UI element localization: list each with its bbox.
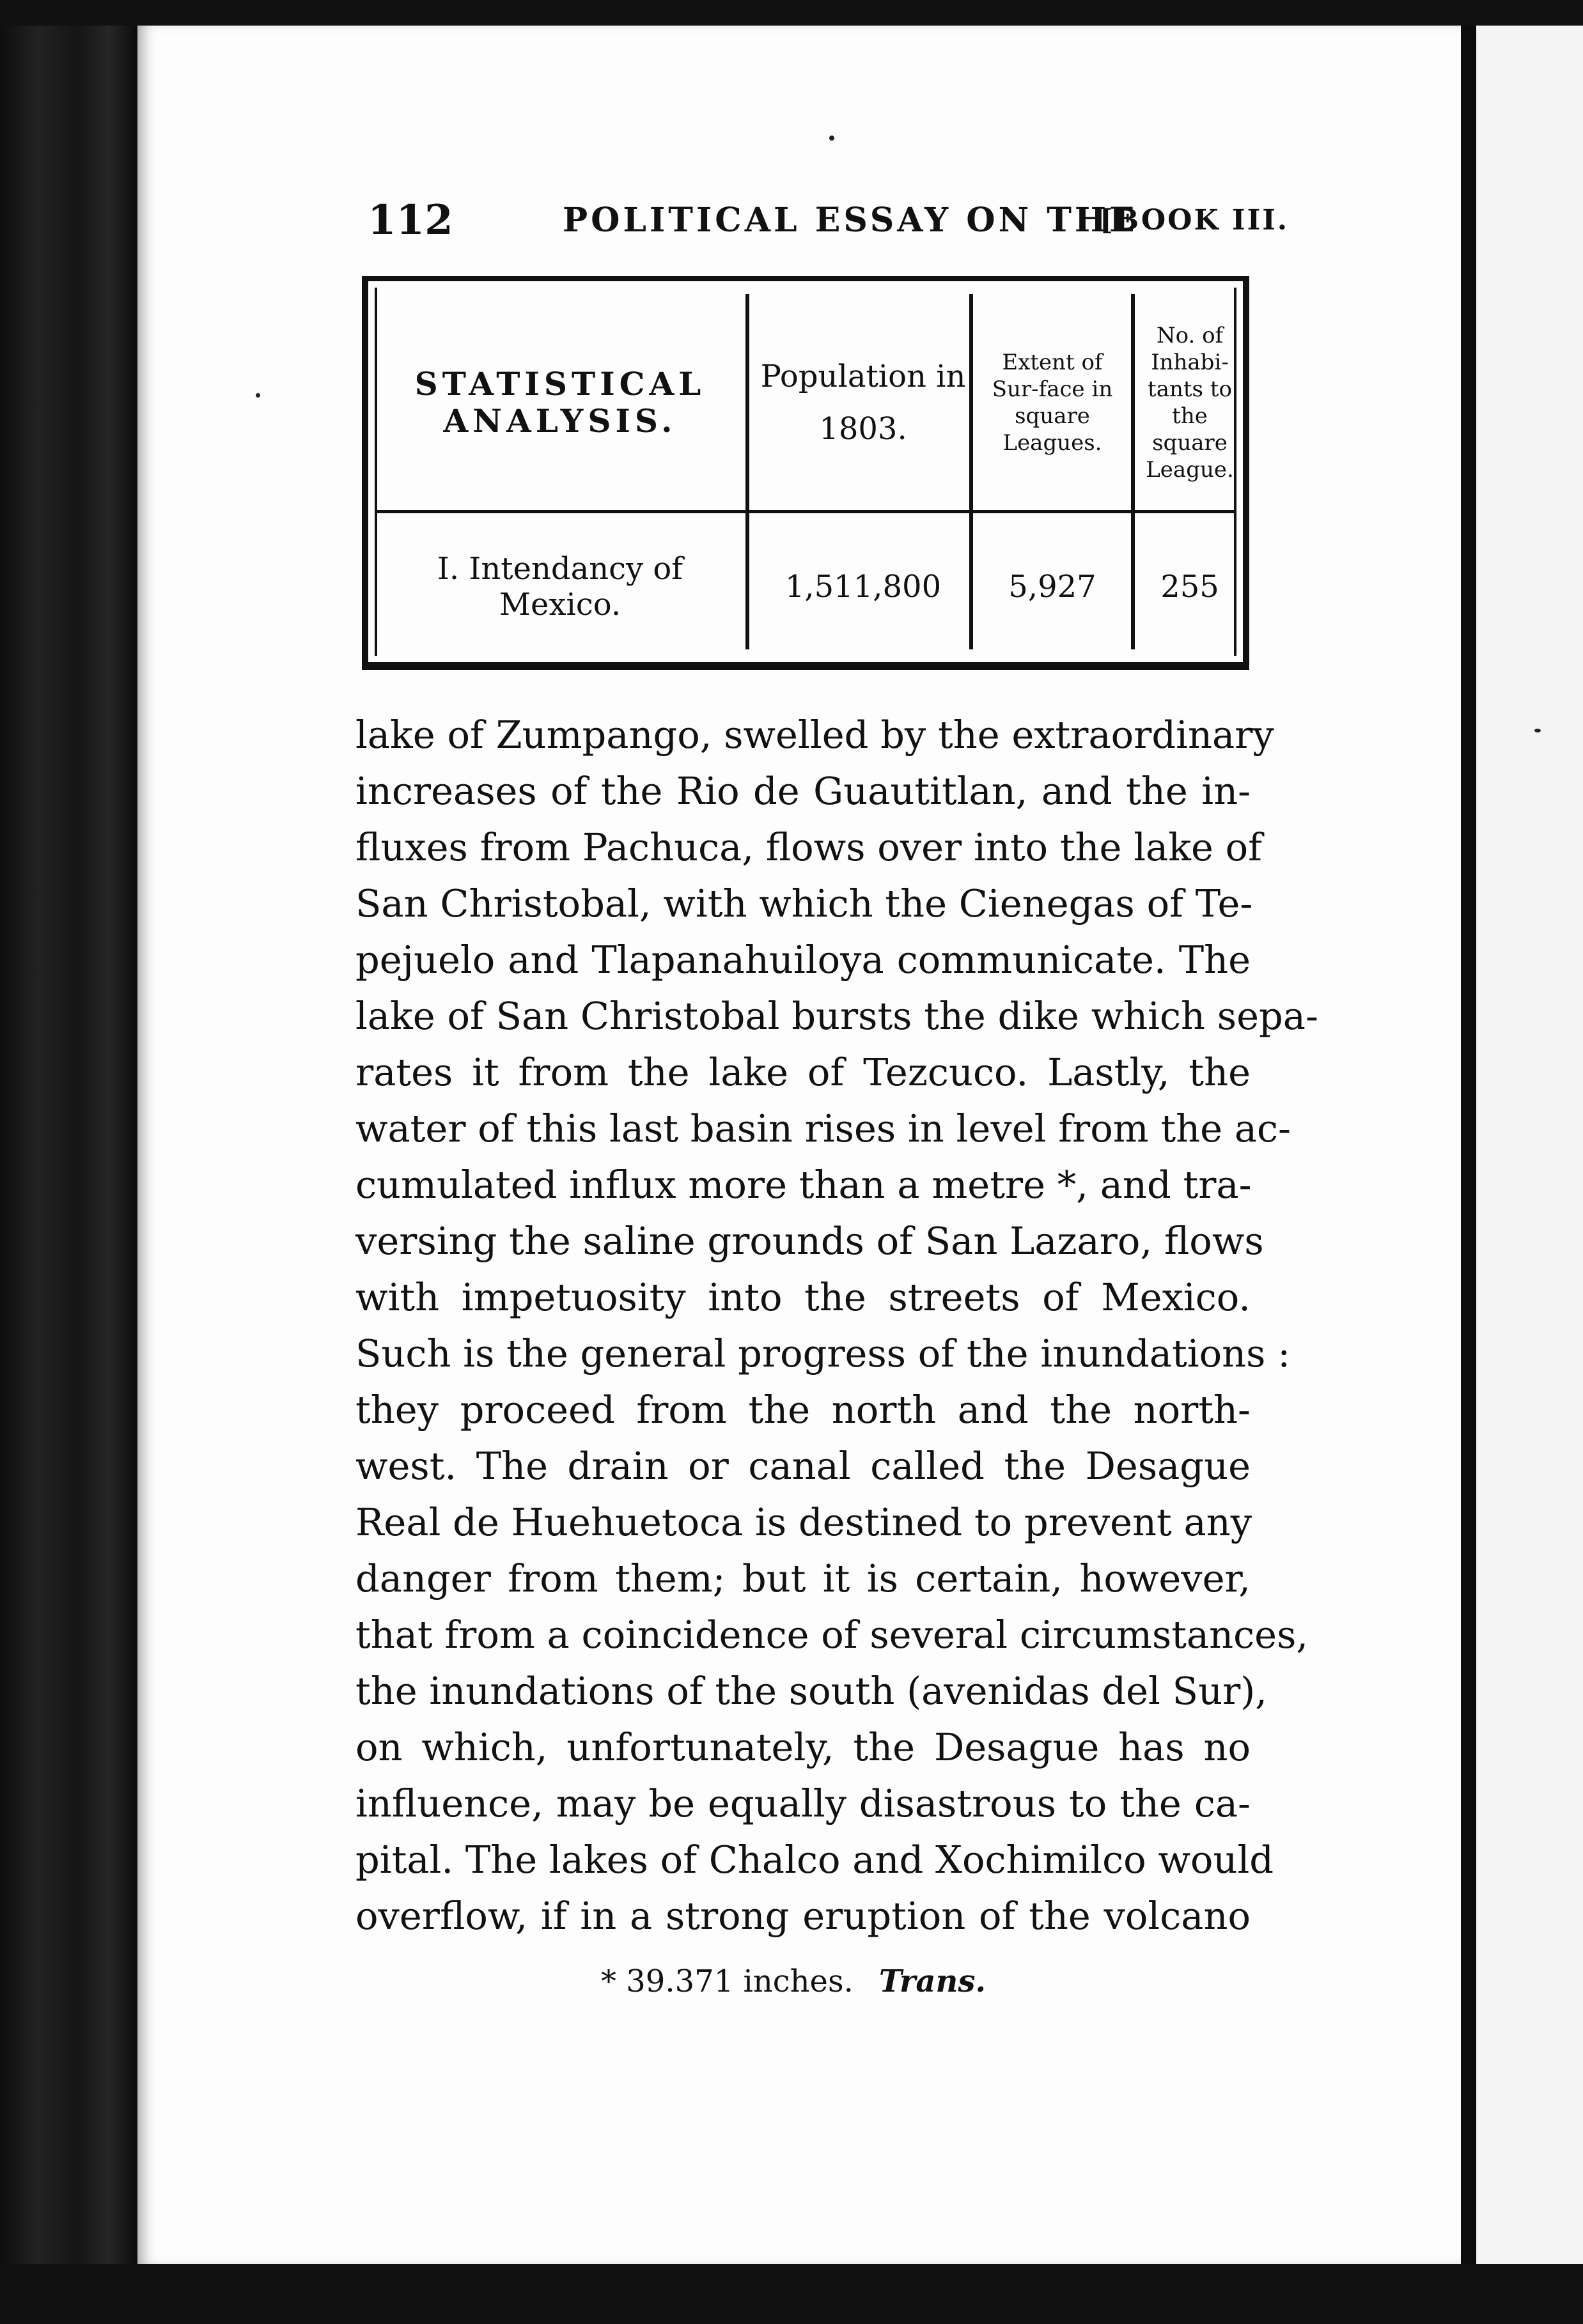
row-inhabitants: 255 xyxy=(1160,569,1219,605)
text-line: water of this last basin rises in level from the ac- xyxy=(355,1106,1291,1150)
text-line: San Christobal, with which the Cienegas of Te- xyxy=(355,881,1253,926)
text-line: pital. The lakes of Chalco and Xochimilco would xyxy=(355,1838,1274,1882)
text-line: danger from them; but it is certain, however, xyxy=(355,1556,1251,1600)
print-speck xyxy=(256,393,260,398)
row-extent: 5,927 xyxy=(1008,569,1096,605)
header-statistical-analysis: STATISTICAL ANALYSIS. xyxy=(414,365,706,440)
running-head: POLITICAL ESSAY ON THE xyxy=(563,201,1138,240)
text-line: on which, unfortunately, the Desague has no xyxy=(355,1725,1251,1769)
text-line: cumulated influx more than a metre *, and tra- xyxy=(355,1163,1252,1207)
text-line: overflow, if in a strong eruption of the volcano xyxy=(355,1894,1251,1938)
text-line: versing the saline grounds of San Lazaro, flows xyxy=(355,1219,1264,1263)
header-extent: Extent of Sur-face in square Leagues. xyxy=(992,350,1113,456)
text-line: influence, may be equally disastrous to the ca- xyxy=(355,1781,1251,1825)
page-gutter xyxy=(1461,26,1476,2264)
text-line: that from a coincidence of several circumstances, xyxy=(355,1613,1309,1657)
footnote-translator-mark: Trans. xyxy=(878,1964,986,1999)
table-column-divider xyxy=(745,294,749,649)
book-spine xyxy=(0,26,137,2264)
footnote xyxy=(601,1956,1176,2007)
text-line: with impetuosity into the streets of Mexico. xyxy=(355,1275,1251,1319)
row-intendancy-name: I. Intendancy of Mexico. xyxy=(437,551,683,623)
text-line: fluxes from Pachuca, flows over into the lake of xyxy=(355,825,1263,869)
footnote-text: * 39.371 inches. xyxy=(601,1964,854,1999)
adjacent-page-edge xyxy=(1476,26,1583,2264)
text-line: lake of Zumpango, swelled by the extraordinary xyxy=(355,713,1274,757)
text-line: rates it from the lake of Tezcuco. Lastly, the xyxy=(355,1050,1251,1094)
text-line: lake of San Christobal bursts the dike which sepa- xyxy=(355,994,1318,1038)
text-line: Real de Huehuetoca is destined to prevent any xyxy=(355,1500,1252,1544)
text-line: west. The drain or canal called the Desague xyxy=(355,1444,1251,1488)
page-number: 112 xyxy=(368,196,453,244)
text-line: pejuelo and Tlapanahuiloya communicate. The xyxy=(355,938,1251,982)
table-inner-border-left xyxy=(375,288,377,656)
print-speck xyxy=(829,136,834,141)
text-line: they proceed from the north and the north- xyxy=(355,1388,1251,1432)
table-column-divider xyxy=(1131,294,1135,649)
statistical-table xyxy=(362,276,1249,670)
scan-top-border xyxy=(0,0,1583,26)
text-line: increases of the Rio de Guautitlan, and the in- xyxy=(355,769,1251,813)
scan-bottom-border xyxy=(0,2264,1583,2324)
header-population: Population in 1803. xyxy=(760,359,966,447)
book-reference: [BOOK III. xyxy=(1100,204,1290,236)
text-line: the inundations of the south (avenidas del Sur), xyxy=(355,1669,1268,1713)
table-header-divider xyxy=(375,510,1236,513)
text-line: Such is the general progress of the inundations : xyxy=(355,1331,1291,1375)
body-paragraph xyxy=(355,707,1318,1944)
print-speck xyxy=(1534,729,1541,732)
header-inhabitants: No. of Inhabi-tants to the square League. xyxy=(1146,323,1234,483)
row-population: 1,511,800 xyxy=(784,569,942,605)
